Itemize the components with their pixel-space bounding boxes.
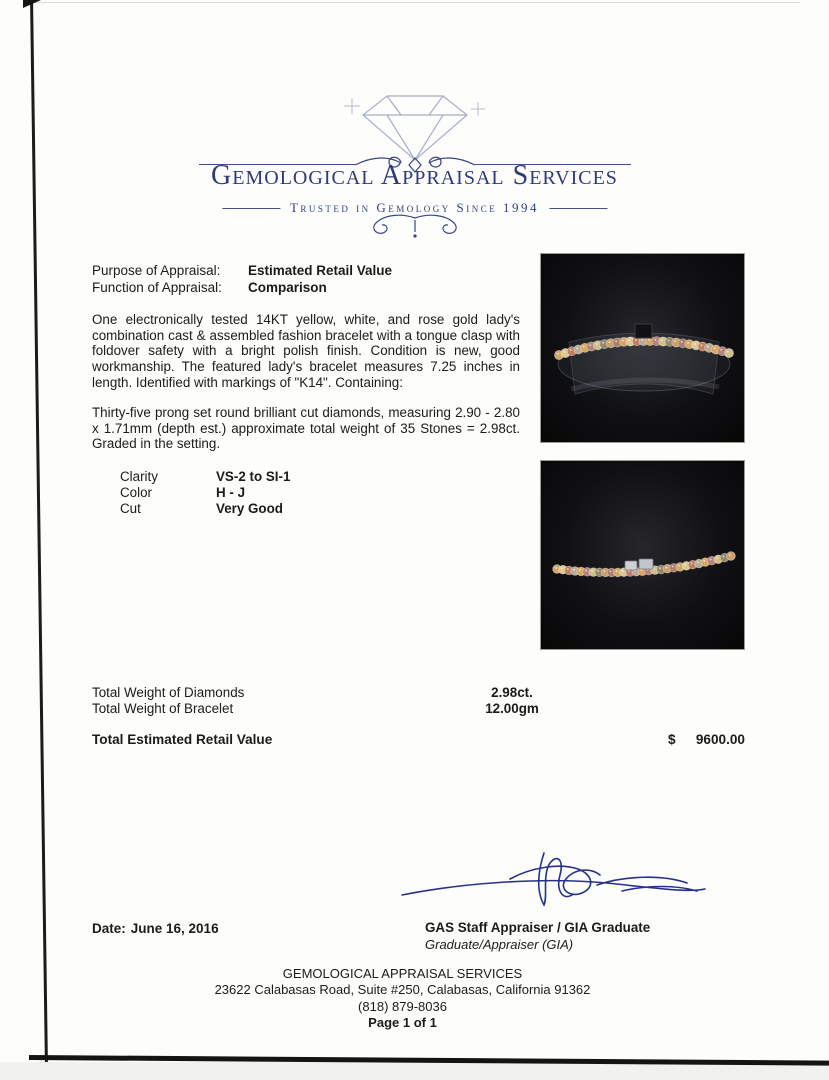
purpose-label: Purpose of Appraisal: xyxy=(92,263,221,278)
footer-block xyxy=(0,966,805,1031)
diamond-details-paragraph: Thirty-five prong set round brilliant cut diamonds, measuring 2.90 - 2.80 x 1.71mm (depth est.) approximate total weight of 35 Stones = 2.98ct. Graded in the setting. xyxy=(92,405,520,452)
tagline-line-left xyxy=(222,208,280,209)
footer-phone: (818) 879-8036 xyxy=(358,998,447,1014)
clarity-value: VS-2 to SI-1 xyxy=(216,469,291,484)
page-number: Page 1 of 1 xyxy=(368,1014,437,1030)
retail-value-amount: 9600.00 xyxy=(695,732,745,747)
function-row xyxy=(92,280,327,295)
bottom-flourish-icon xyxy=(345,212,485,242)
appraiser-title: GAS Staff Appraiser / GIA Graduate xyxy=(425,920,651,935)
total-weight-diamonds-value: 2.98ct. xyxy=(491,685,533,700)
cut-row xyxy=(120,501,283,516)
retail-value-label: Total Estimated Retail Value xyxy=(92,732,273,747)
company-title: Gemological Appraisal Services xyxy=(211,160,618,191)
appraiser-signature-image xyxy=(392,845,712,917)
item-description-paragraph: One electronically tested 14KT yellow, white, and rose gold lady's combination cast & assembled fashion bracelet with a tongue clasp with foldover safety with a bright polish finish. Condition is new, good workmanship. The featured lady's bracelet measures 7.25 inches in length. Identified with markings of "K14". Containing: xyxy=(92,312,520,390)
date-row xyxy=(92,921,219,936)
color-value: H - J xyxy=(216,485,246,500)
footer-org-name: GEMOLOGICAL APPRAISAL SERVICES xyxy=(282,966,523,981)
cut-label: Cut xyxy=(120,501,141,516)
appraiser-credential: Graduate/Appraiser (GIA) xyxy=(425,937,574,952)
color-label: Color xyxy=(120,485,152,500)
currency-symbol: $ xyxy=(668,732,676,747)
total-weight-bracelet-value: 12.00gm xyxy=(485,701,539,716)
cut-value: Very Good xyxy=(216,501,283,516)
bracelet-photo-bottom xyxy=(540,460,745,650)
tagline-line-right xyxy=(549,208,607,209)
date-label: Date: xyxy=(92,921,126,936)
scan-edge-top xyxy=(30,2,800,3)
scan-corner-mark xyxy=(23,0,41,8)
total-weight-diamonds-label: Total Weight of Diamonds xyxy=(92,685,245,700)
color-row xyxy=(120,485,245,500)
purpose-value: Estimated Retail Value xyxy=(248,263,393,278)
footer-address: 23622 Calabasas Road, Suite #250, Calabasas, California 91362 xyxy=(214,982,591,998)
bracelet-photo-top xyxy=(540,253,745,443)
clarity-label: Clarity xyxy=(120,469,158,484)
total-weight-bracelet-label: Total Weight of Bracelet xyxy=(92,701,234,716)
clarity-row xyxy=(120,469,290,484)
function-label: Function of Appraisal: xyxy=(92,280,222,295)
function-value: Comparison xyxy=(248,280,327,295)
company-tagline: Trusted in Gemology Since 1994 xyxy=(289,200,540,215)
date-value: June 16, 2016 xyxy=(130,921,219,936)
purpose-row xyxy=(92,263,392,278)
